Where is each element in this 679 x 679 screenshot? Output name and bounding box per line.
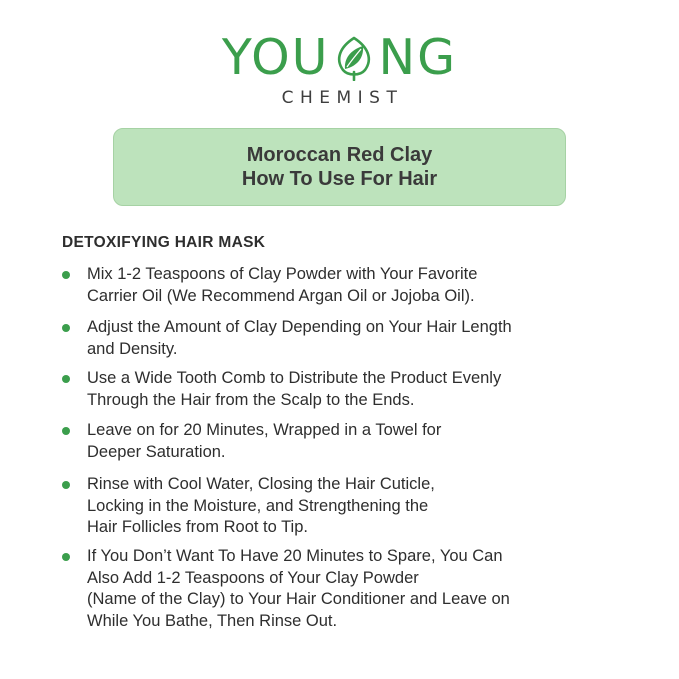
bullet-dot-icon — [62, 324, 70, 332]
bullet-dot-icon — [62, 375, 70, 383]
list-item-text: If You Don’t Want To Have 20 Minutes to Spare, You Can Also Add 1-2 Teaspoons of Your Clay Powder (Name of the Clay) to Your Hair Conditioner and Leave on While You Bathe, Then Rinse Out. — [87, 547, 510, 630]
list-item — [58, 420, 648, 463]
list-item-text: Adjust the Amount of Clay Depending on Your Hair Length and Density. — [87, 318, 512, 358]
bullet-dot-icon — [62, 553, 70, 561]
list-item-text: Mix 1-2 Teaspoons of Clay Powder with Your Favorite Carrier Oil (We Recommend Argan Oil or Jojoba Oil). — [87, 265, 478, 305]
list-item-text: Rinse with Cool Water, Closing the Hair Cuticle, Locking in the Moisture, and Strengthening the Hair Follicles from Root to Tip. — [87, 475, 435, 536]
brand-word-left: YOU — [221, 29, 330, 86]
brand-word-right: NG — [378, 29, 458, 86]
bullet-dot-icon — [62, 427, 70, 435]
title-line-1: Moroccan Red Clay — [246, 144, 433, 166]
title-line-2: How To Use For Hair — [241, 168, 438, 190]
list-item — [58, 474, 648, 539]
brand-subtitle: CHEMIST — [281, 88, 404, 108]
list-item-text: Use a Wide Tooth Comb to Distribute the Product Evenly Through the Hair from the Scalp to the Ends. — [87, 369, 502, 409]
bullet-dot-icon — [62, 481, 70, 489]
title-banner — [113, 128, 566, 206]
list-item — [58, 368, 648, 411]
brand-wordmark — [222, 30, 457, 86]
list-item — [58, 317, 648, 360]
list-item — [58, 546, 648, 632]
brand-logo — [0, 30, 679, 108]
leaf-icon — [332, 35, 376, 81]
list-item — [58, 264, 648, 307]
list-item-text: Leave on for 20 Minutes, Wrapped in a Towel for Deeper Saturation. — [87, 421, 442, 461]
section-heading: DETOXIFYING HAIR MASK — [62, 234, 266, 251]
bullet-dot-icon — [62, 271, 70, 279]
